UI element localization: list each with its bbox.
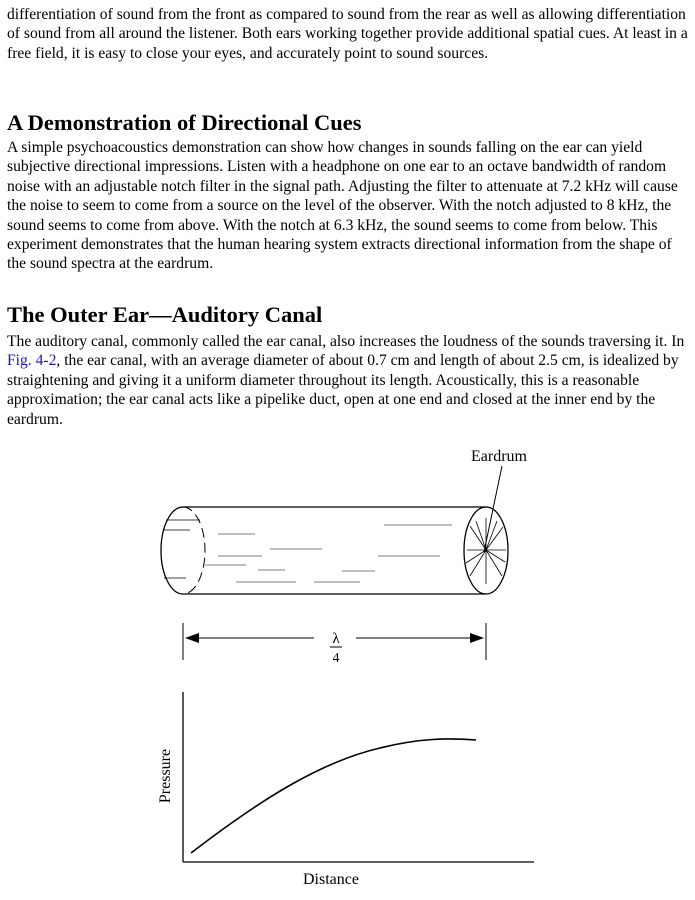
pressure-graph [183, 692, 534, 862]
distance-axis-label: Distance [303, 871, 359, 888]
pressure-axis-label: Pressure [157, 748, 174, 804]
lambda-divisor: 4 [332, 651, 340, 666]
pressure-curve [191, 739, 476, 853]
intro-paragraph: differentiation of sound from the front as compared to sound from the rear as well as allowing differentiation of sound from all around the listener. Both ears working together provide additional spatial cues. At least in a free field, it is easy to close your eyes, and accurately point to sound sources. [7, 6, 688, 62]
lambda-symbol: λ [332, 631, 340, 647]
auditory-canal-text-b: , the ear canal, with an average diameter of about 0.7 cm and length of about 2.5 cm, is idealized by straightening and giving it a uniform diameter throughout its length. Acoustically, this is a reasonable approximation; the ear canal acts like a pipelike duct, open at one end and closed at the inner end by the eardrum. [7, 352, 679, 428]
section-heading-directional-cues: A Demonstration of Directional Cues [7, 110, 362, 135]
auditory-canal-text-a: The auditory canal, commonly called the ear canal, also increases the loudness of the sounds traversing it. In [7, 333, 685, 350]
directional-cues-paragraph: A simple psychoacoustics demonstration can show how changes in sounds falling on the ear can yield subjective directional impressions. Listen with a headphone on one ear to an octave bandwidth of random noise with an adjustable notch filter in the signal path. Adjusting the filter to attenuate at 7.2 kHz will cause the noise to seem to come from a source on the level of the observer. With the notch adjusted to 8 kHz, the sound seems to come from above. With the notch at 6.3 kHz, the sound seems to come from below. This experiment demonstrates that the human hearing system extracts directional information from the shape of the sound spectra at the eardrum. [7, 139, 678, 273]
eardrum-label: Eardrum [471, 448, 527, 465]
ear-canal-cylinder [161, 507, 508, 594]
section-heading-auditory-canal: The Outer Ear—Auditory Canal [7, 302, 323, 327]
figure-link[interactable]: Fig. 4-2 [7, 352, 57, 370]
